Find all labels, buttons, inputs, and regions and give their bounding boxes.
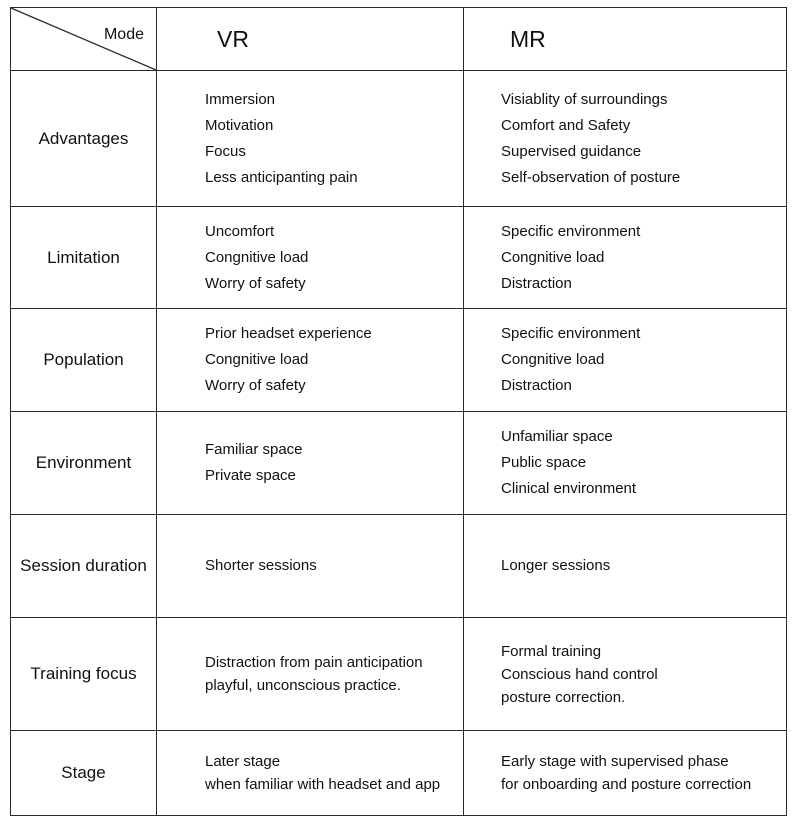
list-item: Prior headset experience — [205, 325, 372, 342]
vr-cell — [157, 309, 464, 412]
mr-cell — [464, 412, 787, 515]
header-row — [11, 8, 787, 71]
list-item: playful, unconscious practice. — [205, 677, 401, 694]
mode-label: Mode — [103, 26, 144, 43]
table-row — [11, 309, 787, 412]
list-item: posture correction. — [501, 688, 626, 706]
table-row — [11, 412, 787, 515]
list-item: Specific environment — [501, 222, 641, 240]
list-item: Congnitive load — [501, 351, 605, 368]
list-item: Conscious hand control — [501, 665, 658, 683]
vr-cell — [157, 412, 464, 515]
vr-cell — [157, 515, 464, 618]
mr-cell — [464, 309, 787, 412]
row-label: Session duration — [11, 515, 157, 618]
list-item: Distraction — [501, 377, 572, 394]
row-label: Population — [11, 309, 157, 412]
list-item: Self-observation of posture — [501, 168, 681, 186]
vr-cell — [157, 71, 464, 207]
comparison-table — [10, 7, 787, 816]
list-item: Early stage with supervised phase — [501, 753, 729, 770]
list-item: Private space — [205, 467, 296, 484]
list-item: Clinical environment — [501, 480, 637, 497]
list-item: Distraction — [501, 274, 572, 292]
list-item: for onboarding and posture correction — [501, 776, 752, 793]
column-header-mr: MR — [464, 8, 787, 71]
column-header-vr: VR — [157, 8, 464, 71]
list-item: Congnitive load — [205, 248, 309, 266]
table-row — [11, 207, 787, 309]
list-item: Supervised guidance — [501, 142, 642, 160]
list-item: Unfamiliar space — [501, 428, 613, 445]
vr-cell — [157, 731, 464, 816]
table-row — [11, 731, 787, 816]
list-item: Worry of safety — [205, 274, 306, 292]
list-item: Formal training — [501, 642, 602, 660]
list-item: Familiar space — [205, 441, 303, 458]
vr-cell — [157, 618, 464, 731]
vr-cell — [157, 207, 464, 309]
header-corner-cell — [11, 8, 157, 71]
row-label: Environment — [11, 412, 157, 515]
mr-cell — [464, 515, 787, 618]
list-item: Distraction from pain anticipation — [205, 654, 423, 671]
list-item: Motivation — [205, 116, 274, 134]
mr-cell — [464, 71, 787, 207]
list-item: Visiablity of surroundings — [501, 90, 668, 108]
table-row — [11, 515, 787, 618]
list-item: Worry of safety — [205, 377, 306, 394]
list-item: Comfort and Safety — [501, 116, 631, 134]
list-item: Longer sessions — [501, 557, 611, 574]
list-item: Less anticipanting pain — [205, 168, 358, 186]
table-row — [11, 618, 787, 731]
row-label: Stage — [11, 731, 157, 816]
row-label: Limitation — [11, 207, 157, 309]
row-label: Advantages — [11, 71, 157, 207]
list-item: Shorter sessions — [205, 557, 317, 574]
list-item: Focus — [205, 142, 246, 160]
list-item: Uncomfort — [205, 222, 275, 240]
list-item: Congnitive load — [501, 248, 605, 266]
list-item: Immersion — [205, 90, 276, 108]
mr-cell — [464, 731, 787, 816]
mr-cell — [464, 618, 787, 731]
mr-cell — [464, 207, 787, 309]
row-label: Training focus — [11, 618, 157, 731]
list-item: Later stage — [205, 753, 281, 770]
list-item: Specific environment — [501, 325, 641, 342]
list-item: when familiar with headset and app — [205, 776, 441, 793]
list-item: Congnitive load — [205, 351, 309, 368]
list-item: Public space — [501, 454, 587, 471]
table-row — [11, 71, 787, 207]
